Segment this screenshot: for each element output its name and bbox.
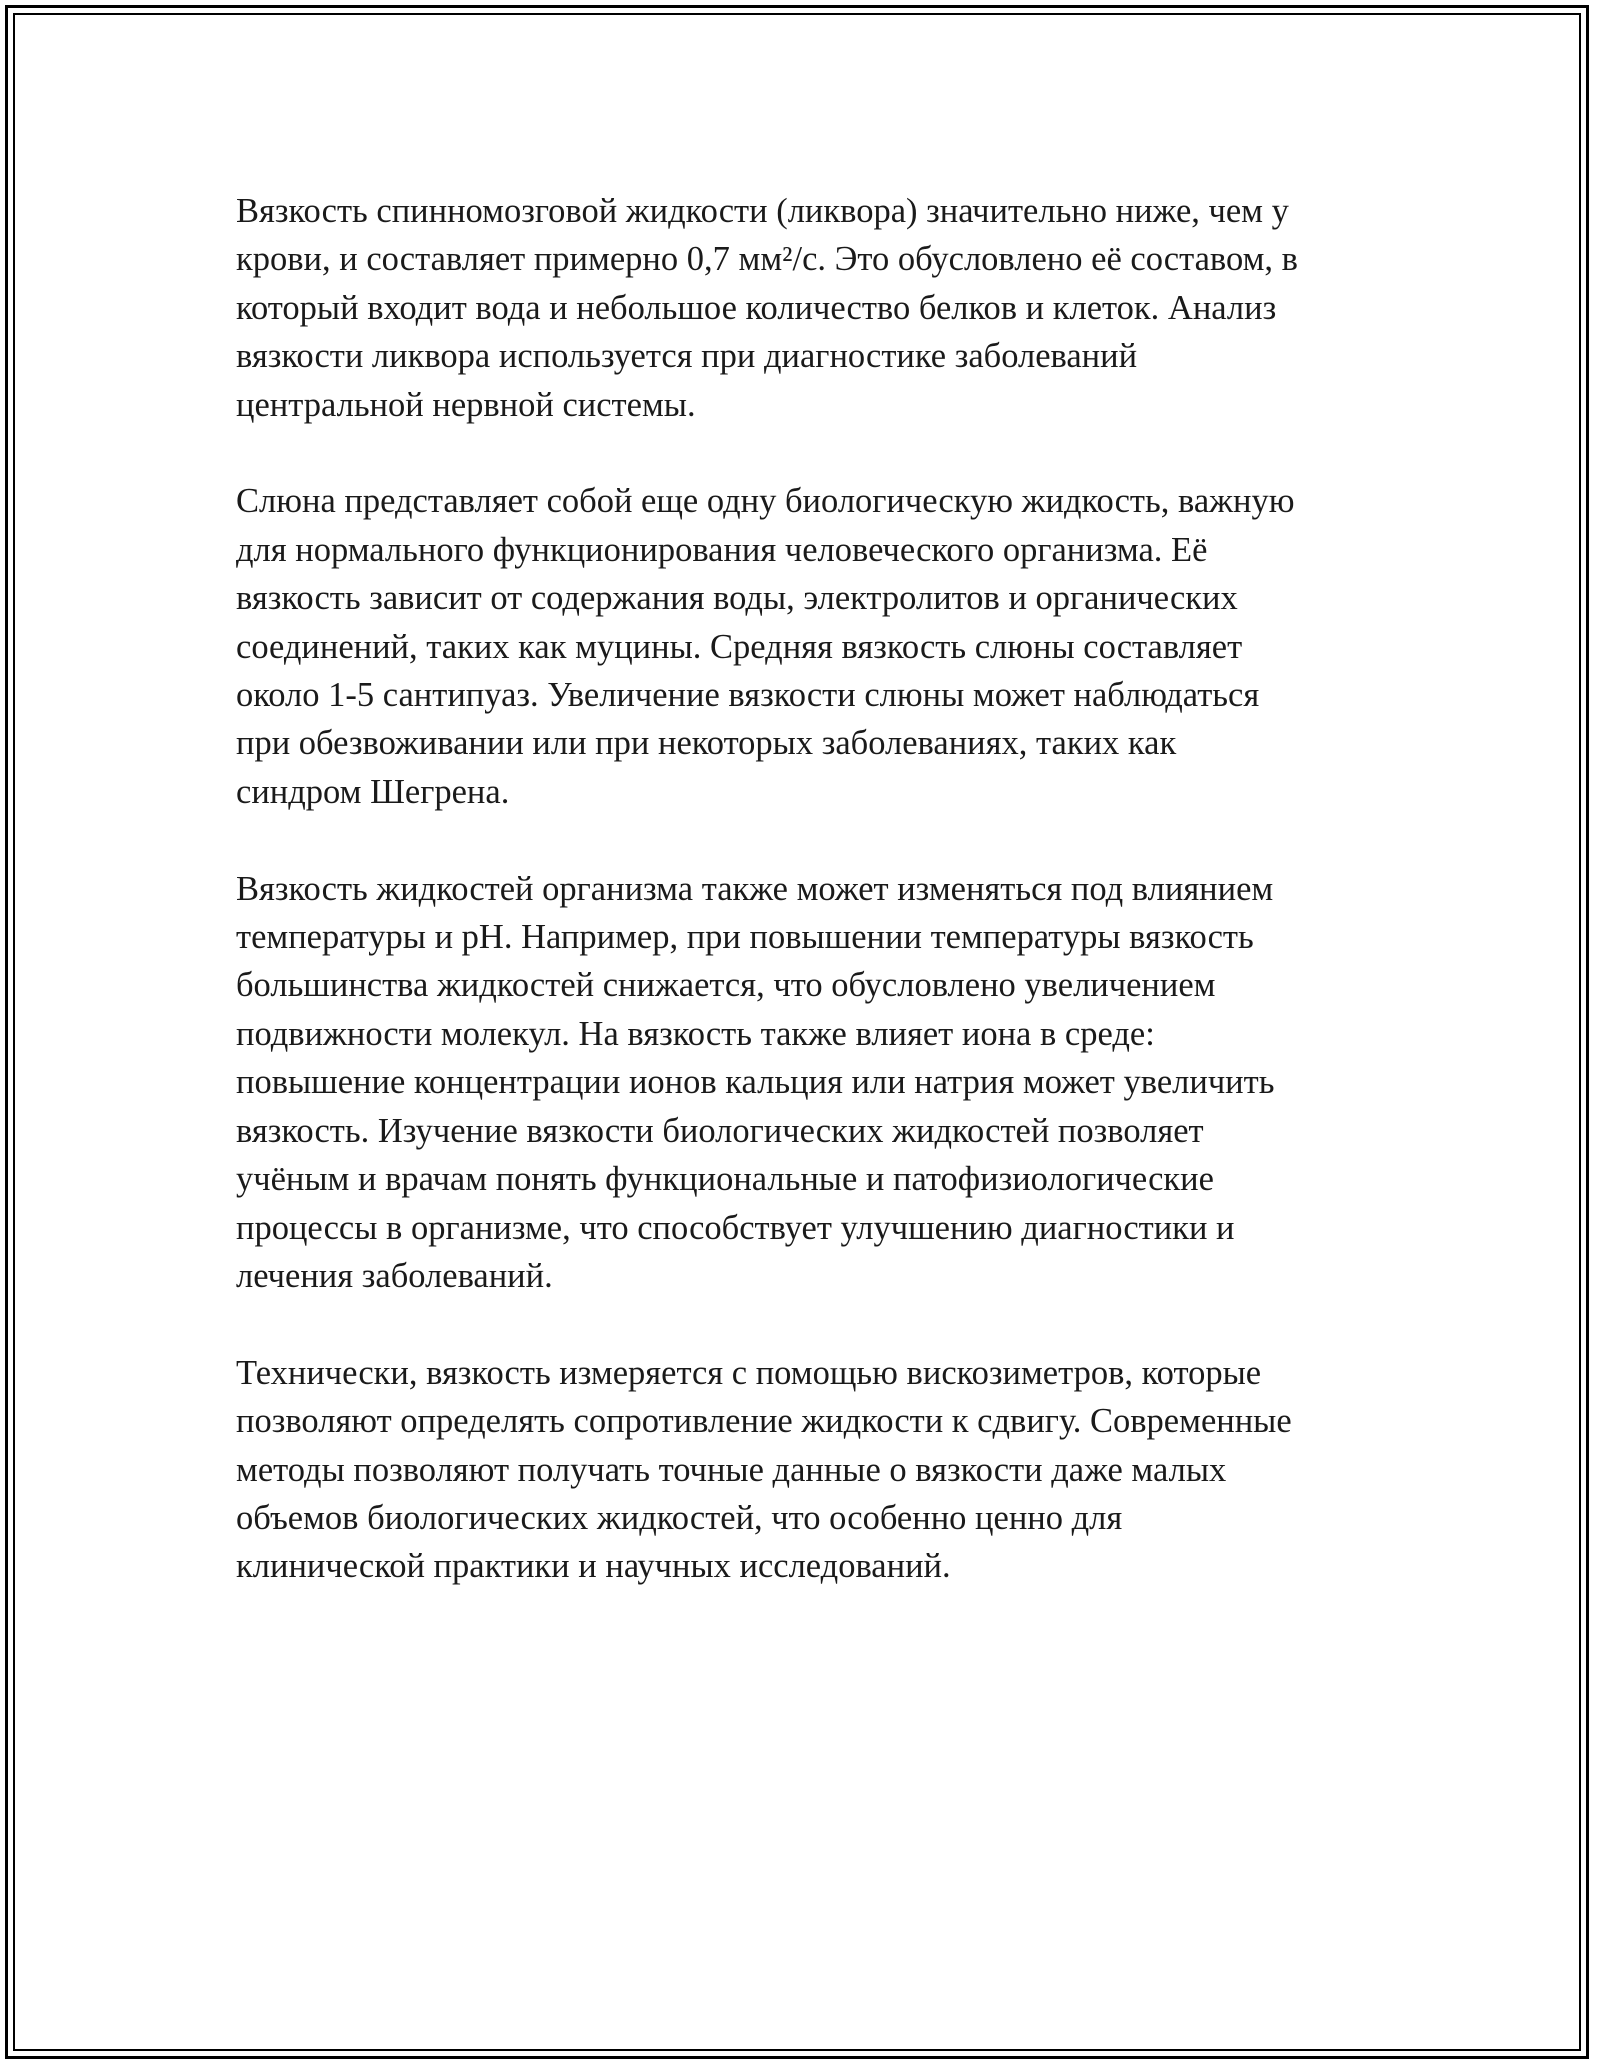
text-line: температуры и pH. Например, при повышении температуры вязкость xyxy=(236,918,1254,957)
paragraph-measurement-methods xyxy=(236,1349,1386,1591)
text-line: Слюна представляет собой еще одну биологическую жидкость, важную xyxy=(236,482,1295,521)
text-line: синдром Шегрена. xyxy=(236,772,510,811)
text-line: учёным и врачам понять функциональные и патофизиологические xyxy=(236,1160,1214,1199)
text-line: клинической практики и научных исследований. xyxy=(236,1547,951,1586)
text-line: около 1-5 сантипуаз. Увеличение вязкости слюны может наблюдаться xyxy=(236,676,1260,715)
text-line: Технически, вязкость измеряется с помощью вискозиметров, которые xyxy=(236,1353,1262,1392)
text-line: соединений, таких как муцины. Средняя вязкость слюны составляет xyxy=(236,627,1243,666)
text-line: повышение концентрации ионов кальция или натрия может увеличить xyxy=(236,1063,1275,1102)
text-line: вязкости ликвора используется при диагностике заболеваний xyxy=(236,337,1138,376)
text-line: центральной нервной системы. xyxy=(236,385,696,424)
text-line: при обезвоживании или при некоторых заболеваниях, таких как xyxy=(236,724,1177,763)
text-line: подвижности молекул. На вязкость также влияет иона в среде: xyxy=(236,1014,1155,1053)
text-line: процессы в организме, что способствует улучшению диагностики и xyxy=(236,1208,1235,1247)
document-body xyxy=(236,187,1386,1639)
text-line: вязкость зависит от содержания воды, электролитов и органических xyxy=(236,579,1238,618)
text-line: большинства жидкостей снижается, что обусловлено увеличением xyxy=(236,966,1216,1005)
text-line: позволяют определять сопротивление жидкости к сдвигу. Современные xyxy=(236,1402,1292,1441)
text-line: Вязкость жидкостей организма также может изменяться под влиянием xyxy=(236,869,1274,908)
text-line: вязкость. Изучение вязкости биологических жидкостей позволяет xyxy=(236,1111,1204,1150)
text-line: для нормального функционирования человеческого организма. Её xyxy=(236,530,1208,569)
text-line: лечения заболеваний. xyxy=(236,1256,553,1295)
text-line: Вязкость спинномозговой жидкости (ликвора) значительно ниже, чем у xyxy=(236,192,1289,230)
paragraph-temperature-ph xyxy=(236,865,1386,1301)
text-line: объемов биологических жидкостей, что особенно ценно для xyxy=(236,1498,1123,1537)
text-line: который входит вода и небольшое количество белков и клеток. Анализ xyxy=(236,288,1277,327)
text-line: методы позволяют получать точные данные о вязкости даже малых xyxy=(236,1450,1227,1489)
paragraph-saliva-viscosity xyxy=(236,477,1386,816)
paragraph-csf-viscosity xyxy=(236,187,1386,429)
text-line: крови, и составляет примерно 0,7 мм²/с. Это обусловлено её составом, в xyxy=(236,240,1298,279)
